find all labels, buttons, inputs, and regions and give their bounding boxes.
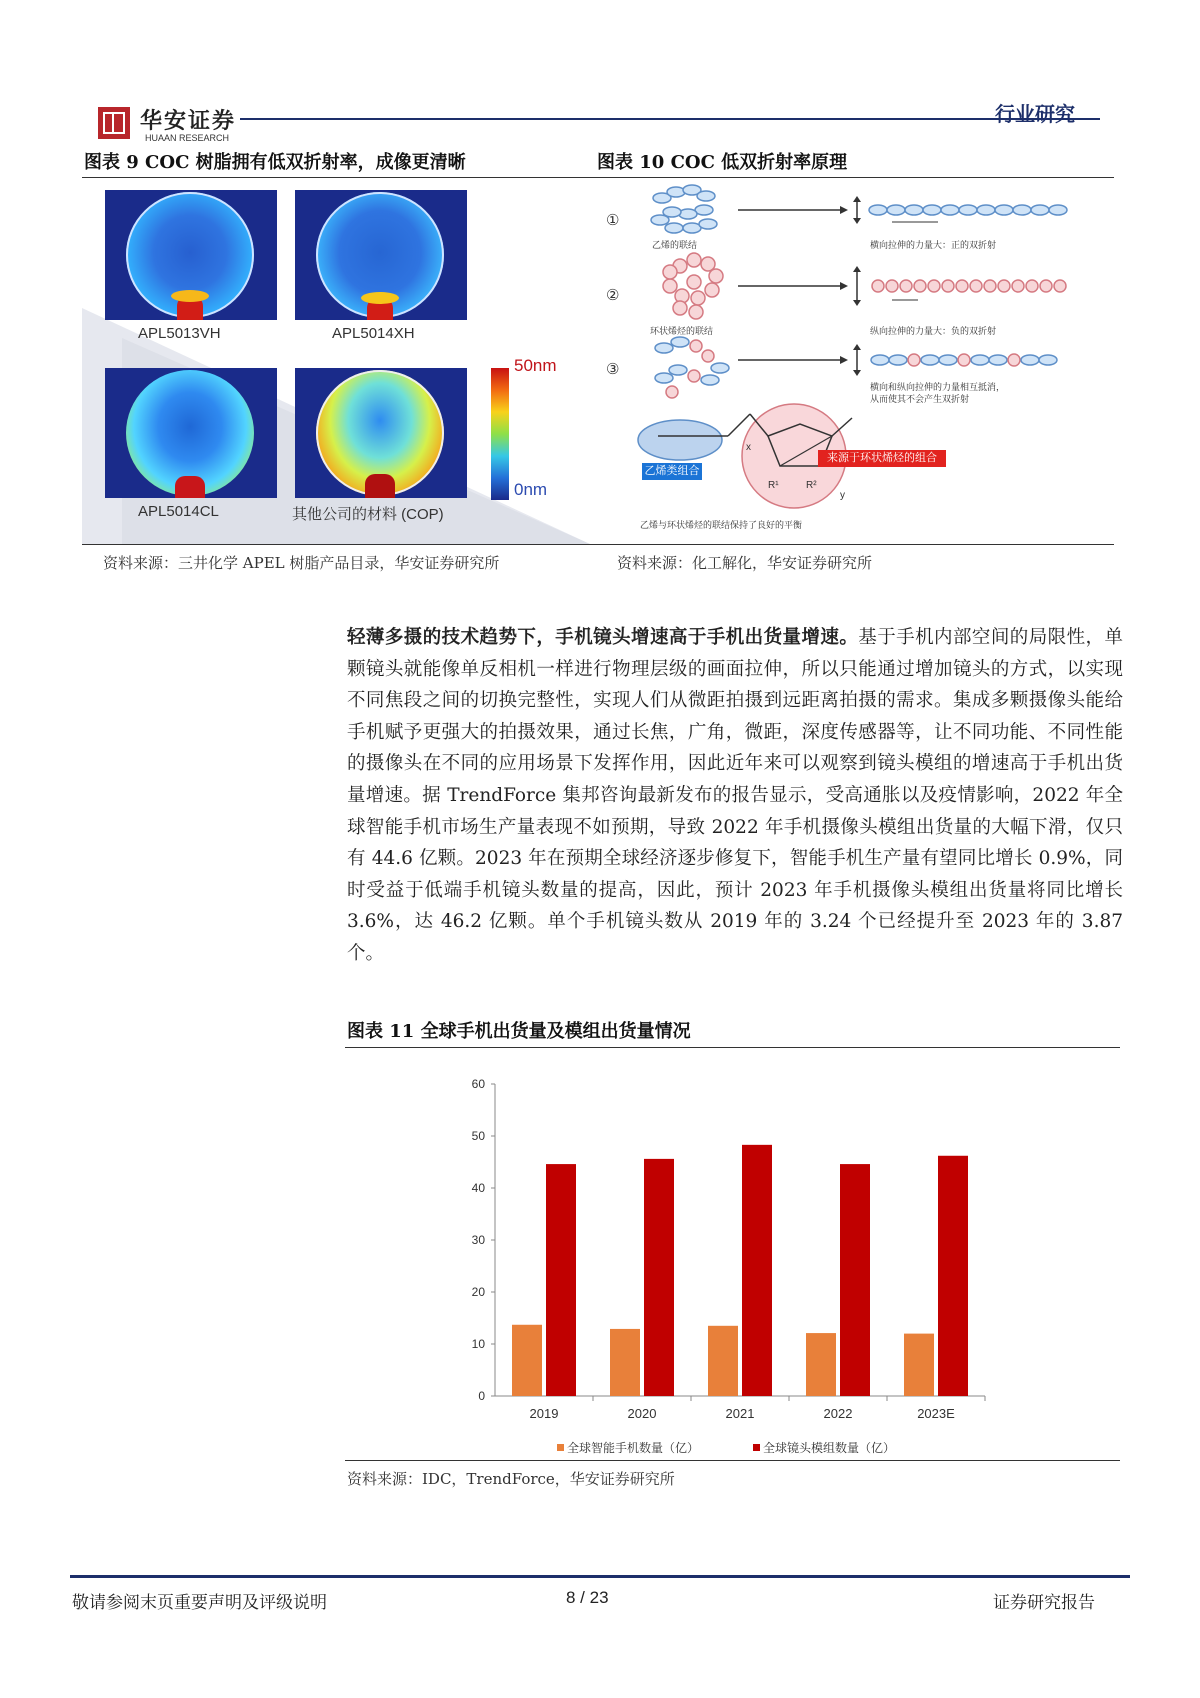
- y-tick-label: 30: [471, 1233, 485, 1247]
- heatmap-other-cop: [295, 368, 467, 498]
- heatmap-label: APL5014XH: [332, 325, 415, 342]
- y-tick-label: 60: [471, 1077, 485, 1091]
- figure-10-source: 资料来源：化工解化，华安证券研究所: [617, 554, 873, 572]
- legend-swatch-lens-module: [753, 1444, 760, 1451]
- paragraph-text: 基于手机内部空间的局限性，单颗镜头就能像单反相机一样进行物理层级的画面拉伸，所以只能通过增加镜头的方式，以实现不同焦段之间的切换完整性，实现人们从微距拍摄到远距离拍摄的需求。集成多颗摄像头能给手机赋予更强大的拍摄效果，通过长焦，广角，微距，深度传感器等，让不同功能、不同性能的摄像头在不同的应用场景下发挥作用，因此近年来可以观察到镜头模组的增速高于手机出货量增速。据 TrendForce 集邦咨询最新发布的报告显示，受高通胀以及疫情影响，2022 年全球智能手机市场生产量表现不如预期，导致 2022 年手机摄像头模组出货量的大幅下滑，仅只有 44.6 亿颗。2023 年在预期全球经济逐步修复下，智能手机生产量有望同比增长 0.9%，同时受益于低端手机镜头数量的提高，因此，预计 2023 年手机摄像头模组出货量将同比增长 3.6%，达 46.2 亿颗。单个手机镜头数从 2019 年的 3.24 个已经提升至 2023 年的 3.87 个。: [347, 627, 1123, 964]
- shipment-bar-chart: [345, 1052, 1120, 1457]
- company-logo-icon: [98, 107, 130, 139]
- bar-lens-module: [546, 1164, 576, 1396]
- body-paragraph: [347, 622, 1123, 970]
- bar-lens-module: [742, 1145, 772, 1396]
- step-number: ②: [606, 286, 620, 304]
- color-scale-bar: [491, 368, 509, 500]
- bar-smartphone: [904, 1334, 934, 1396]
- step-number: ③: [606, 360, 620, 378]
- x-tick-label: 2023E: [917, 1406, 955, 1421]
- svg-text:y: y: [840, 490, 845, 501]
- cyclic-chain-stretched: [872, 280, 1066, 292]
- heatmap-label: APL5013VH: [138, 325, 221, 342]
- legend-swatch-smartphone: [557, 1444, 564, 1451]
- balance-note: 乙烯与环状烯烃的联结保持了良好的平衡: [640, 520, 803, 530]
- y-tick-label: 0: [478, 1389, 485, 1403]
- company-logo-subtext: HUAAN RESEARCH: [145, 133, 230, 143]
- report-category: 行业研究: [995, 104, 1075, 126]
- x-tick-label: 2022: [823, 1406, 853, 1421]
- y-tick-label: 40: [471, 1181, 485, 1195]
- scale-min-label: 0nm: [514, 480, 548, 499]
- mixed-chain-coil: [655, 337, 729, 398]
- figure-9-caption: 图表 9 COC 树脂拥有低双折射率，成像更清晰: [84, 152, 466, 173]
- y-tick-label: 20: [471, 1285, 485, 1299]
- polymer-diagram: [600, 178, 1100, 544]
- x-tick-label: 2019: [529, 1406, 559, 1421]
- svg-text:x: x: [746, 442, 751, 453]
- company-logo-text: 华安证券: [140, 108, 237, 134]
- figure-9: [82, 178, 590, 544]
- x-tick-label: 2021: [725, 1406, 755, 1421]
- figure-11-top-divider: [345, 1047, 1120, 1048]
- cyclic-chain-coil: [663, 253, 723, 319]
- y-tick-label: 50: [471, 1129, 485, 1143]
- figure-divider: [82, 544, 1114, 545]
- bar-lens-module: [644, 1159, 674, 1396]
- bar-smartphone: [610, 1329, 640, 1396]
- y-tick-label: 10: [471, 1337, 485, 1351]
- step-1-right-label: 横向拉伸的力量大：正的双折射: [870, 240, 997, 250]
- svg-text:R²: R²: [806, 480, 817, 491]
- step-3-right-label-1: 横向和纵向拉伸的力量相互抵消，: [870, 382, 1006, 392]
- figure-10-caption: 图表 10 COC 低双折射率原理: [597, 152, 848, 173]
- legend-label: 全球镜头模组数量（亿）: [763, 1441, 896, 1455]
- header-divider: [240, 118, 1100, 120]
- step-3-right-label-2: 从而使其不会产生双折射: [870, 394, 970, 404]
- bar-lens-module: [840, 1164, 870, 1396]
- figure-11-bottom-divider: [345, 1460, 1120, 1461]
- svg-text:R¹: R¹: [768, 480, 779, 491]
- paragraph-lead: 轻薄多摄的技术趋势下，手机镜头增速高于手机出货量增速。: [347, 627, 859, 648]
- heatmap-apl5014xh: [295, 190, 467, 320]
- report-type: 证券研究报告: [993, 1593, 1095, 1612]
- bar-smartphone: [806, 1333, 836, 1396]
- ethylene-group-box: 乙烯类组合: [642, 463, 702, 480]
- step-1-left-label: 乙烯的联结: [652, 240, 698, 250]
- legend-label: 全球智能手机数量（亿）: [567, 1441, 700, 1455]
- heatmap-label: 其他公司的材料 (COP): [292, 506, 444, 523]
- step-number: ①: [606, 211, 620, 229]
- figure-11-caption: 图表 11 全球手机出货量及模组出货量情况: [347, 1021, 691, 1042]
- ethylene-zoom-bubble: [638, 420, 722, 460]
- figure-9-source: 资料来源：三井化学 APEL 树脂产品目录，华安证券研究所: [103, 554, 500, 572]
- ethylene-chain-stretched: [869, 205, 1067, 215]
- scale-max-label: 50nm: [514, 356, 557, 375]
- step-2-right-label: 纵向拉伸的力量大：负的双折射: [870, 326, 997, 336]
- step-2-left-label: 环状烯烃的联结: [650, 326, 714, 336]
- heatmap-label: APL5014CL: [138, 503, 219, 520]
- page-number: 8 / 23: [566, 1588, 609, 1607]
- footer-notice: 敬请参阅末页重要声明及评级说明: [72, 1593, 327, 1612]
- figure-11-source: 资料来源：IDC，TrendForce，华安证券研究所: [347, 1470, 675, 1488]
- cyclic-group-box: 来源于环状烯烃的组合: [818, 450, 946, 467]
- bar-smartphone: [708, 1326, 738, 1396]
- ethylene-chain-coil: [651, 185, 717, 233]
- heatmap-apl5014cl: [105, 368, 277, 498]
- bar-smartphone: [512, 1325, 542, 1396]
- footer-divider: [70, 1575, 1130, 1578]
- bar-lens-module: [938, 1156, 968, 1396]
- mixed-chain-stretched: [871, 354, 1057, 366]
- figure-10: [600, 178, 1100, 544]
- x-tick-label: 2020: [627, 1406, 657, 1421]
- heatmap-apl5013vh: [105, 190, 277, 320]
